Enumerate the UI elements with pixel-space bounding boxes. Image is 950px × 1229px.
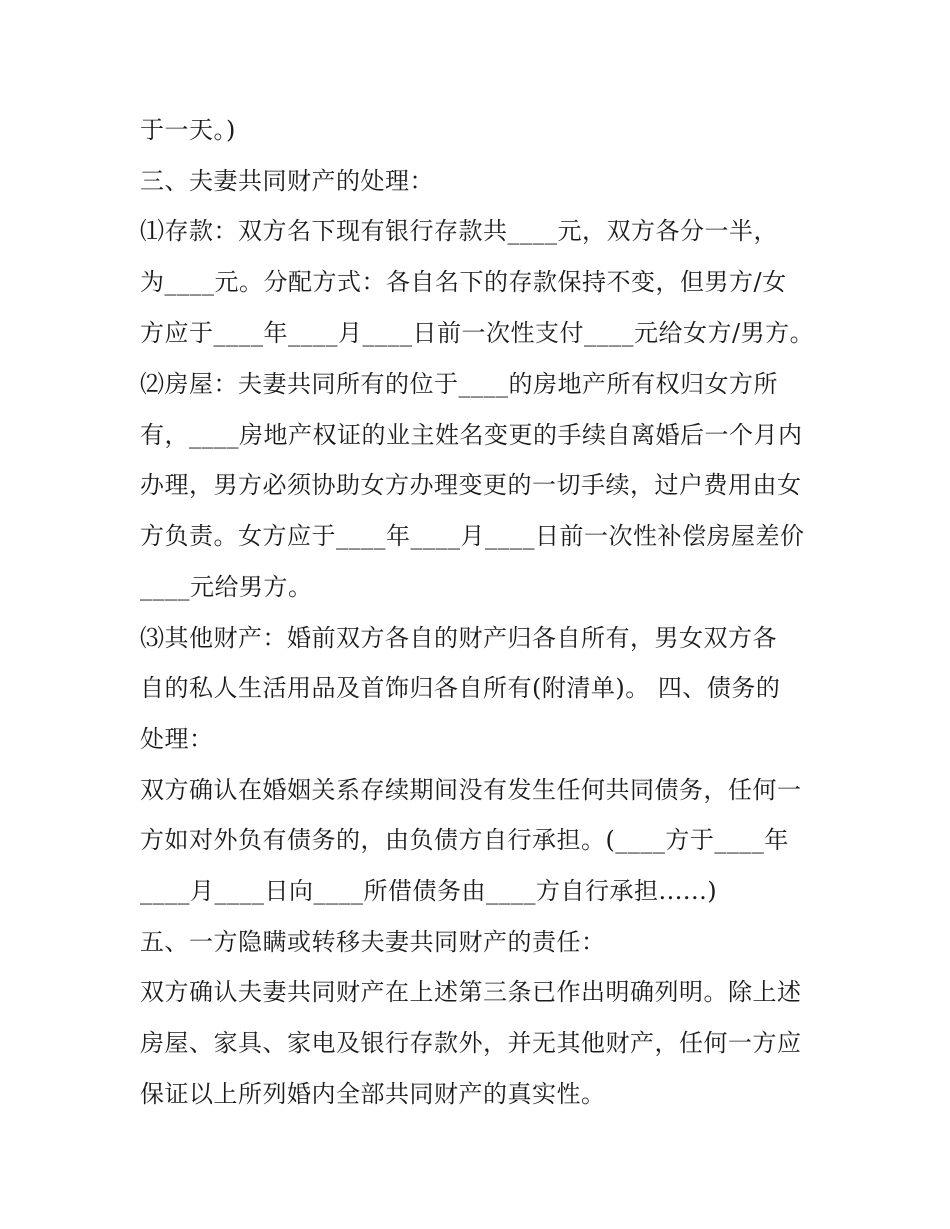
text-line: 为____元。分配方式：各自名下的存款保持不变，但男方/女: [140, 268, 787, 296]
text-line: 双方确认夫妻共同财产在上述第三条已作出明确列明。除上述: [140, 978, 802, 1006]
section-heading-four: 处理：: [140, 725, 214, 753]
text-line: 有，____房地产权证的业主姓名变更的手续自离婚后一个月内: [140, 421, 803, 449]
section-heading-three: 三、夫妻共同财产的处理：: [140, 167, 434, 195]
text-line: 于一天。): [140, 116, 236, 144]
text-line: ____月____日向____所借债务由____方自行承担......): [140, 877, 718, 905]
text-line: 方负责。女方应于____年____月____日前一次性补偿房屋差价: [140, 522, 805, 550]
section-heading-five: 五、一方隐瞒或转移夫妻共同财产的责任：: [140, 928, 606, 956]
text-line: 房屋、家具、家电及银行存款外，并无其他财产，任何一方应: [140, 1029, 802, 1057]
text-line: 方应于____年____月____日前一次性支付____元给女方/男方。: [140, 319, 815, 347]
text-line: ____元给男方。: [140, 573, 313, 601]
text-line: ⑵房屋：夫妻共同所有的位于____的房地产所有权归女方所: [140, 370, 778, 398]
text-line: 双方确认在婚姻关系存续期间没有发生任何共同债务，任何一: [140, 776, 802, 804]
text-line: 方如对外负有债务的，由负债方自行承担。(____方于____年: [140, 826, 789, 854]
text-line: ⑴存款：双方名下现有银行存款共____元，双方各分一半，: [140, 217, 778, 245]
text-line: 自的私人生活用品及首饰归各自所有(附清单)。 四、债务的: [140, 674, 781, 702]
text-line: 办理，男方必须协助女方办理变更的一切手续，过户费用由女: [140, 471, 802, 499]
text-line: ⑶其他财产：婚前双方各自的财产归各自所有，男女双方各: [140, 624, 777, 652]
text-line: 保证以上所列婚内全部共同财产的真实性。: [140, 1080, 606, 1108]
